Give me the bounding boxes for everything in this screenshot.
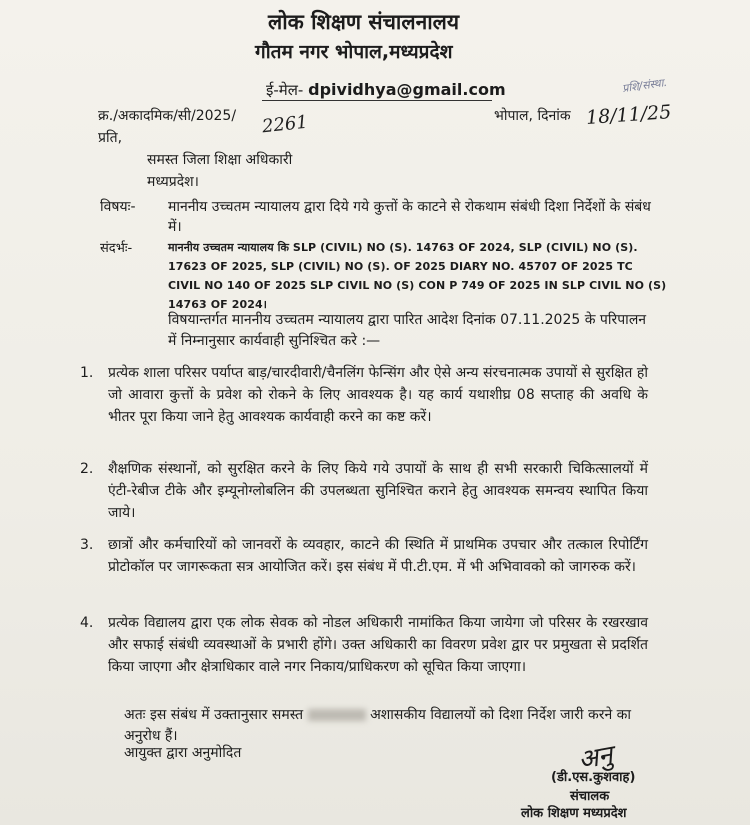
subject-text: माननीय उच्चतम न्यायालय द्वारा दिये गये कुत्तों के काटने से रोकथाम संबंधी दिशा निर्देशों के संबंध में।	[168, 199, 651, 235]
reference-number: क्र./अकादमिक/सी/2025/	[98, 108, 237, 124]
subject-label: विषयः-	[100, 199, 136, 215]
item-number: 2.	[80, 461, 94, 477]
item-number: 4.	[80, 615, 94, 631]
reference-label: संदर्भः-	[100, 241, 133, 256]
stamp-note: प्रशि/संस्था.	[621, 75, 668, 96]
signature: अनु	[576, 740, 615, 776]
closing-text-before: अतः इस संबंध में उक्तानुसार समस्त	[124, 707, 304, 723]
closing-paragraph	[124, 705, 644, 747]
reference-number-handwritten: 2261	[261, 111, 309, 138]
email-line	[266, 80, 506, 100]
place-date-label: भोपाल, दिनांक	[494, 108, 571, 124]
reference-text: माननीय उच्चतम न्यायालय कि SLP (CIVIL) NO (S). 14763 OF 2024, SLP (CIVIL) NO (S). 17623 OF 2025, SLP (CIVIL) NO (S). OF 2025 DIARY NO. 45707 OF 2025 TC CIVIL NO 140 OF 2025 SLP CIVIL NO (S) CON P 749 OF 2025 IN SLP CIVIL NO (S) 14763 OF 2024।	[168, 241, 667, 311]
item-text: प्रत्येक विद्यालय द्वारा एक लोक सेवक को नोडल अधिकारी नामांकित किया जायेगा जो परिसर के रखरखाव और सफाई संबंधी व्यवस्थाओं के प्रभारी होंगे। उक्त अधिकारी का विवरण प्रवेश द्वार पर प्रमुखता से प्रदर्शित किया जाएगा और क्षेत्राधिकार वाले नगर निकाय/प्राधिकरण को सूचित किया जाएगा।	[108, 615, 648, 675]
signatory-title: संचालक	[570, 789, 610, 804]
office-name: लोक शिक्षण संचालनालय	[268, 10, 460, 34]
closing-text-after: अशासकीय विद्यालयों को दिशा निर्देश जारी करने का अनुरोध हैं।	[124, 707, 632, 744]
email-label: ई-मेल-	[266, 81, 304, 99]
item-text: प्रत्येक शाला परिसर पर्याप्त बाड़/चारदीवारी/चैनलिंग फेन्सिंग और ऐसे अन्य संरचनात्मक उपायों से सुरक्षित हो जो आवारा कुत्तों के प्रवेश को रोकने के लिए आवश्यक है। यह कार्य यथाशीघ्र 08 सप्ताह की अवधि के भीतर पूरा किया जाने हेतु आवश्यक कार्यवाही करने का कष्ट करें।	[108, 365, 648, 425]
recipient-line-2: मध्यप्रदेश।	[147, 174, 199, 190]
date-handwritten: 18/11/25	[585, 101, 673, 129]
item-text: छात्रों और कर्मचारियों को जानवरों के व्यवहार, काटने की स्थिति में प्राथमिक उपचार और तत्काल रिपोर्टिंग प्रोटोकॉल पर जागरूकता सत्र आयोजित करें। इस संबंध में पी.टी.एम. में भी अभिवावको को जागरुक करें।	[108, 537, 648, 575]
signatory-name: (डी.एस.कुशवाह)	[551, 770, 636, 785]
office-address: गौतम नगर भोपाल,मध्यप्रदेश	[255, 41, 453, 63]
item-number: 1.	[80, 365, 94, 381]
intro-paragraph: विषयान्तर्गत माननीय उच्चतम न्यायालय द्वारा पारित आदेश दिनांक 07.11.2025 के परिपालन में निम्नानुसार कार्यवाही सुनिश्चित करे :—	[168, 312, 647, 349]
signatory-office: लोक शिक्षण मध्यप्रदेश	[521, 806, 627, 821]
prati-label: प्रति,	[98, 130, 123, 146]
redacted-text	[308, 709, 366, 721]
header-underline	[262, 100, 492, 101]
item-number: 3.	[80, 537, 94, 553]
recipient-line-1: समस्त जिला शिक्षा अधिकारी	[147, 152, 293, 168]
approval-note: आयुक्त द्वारा अनुमोदित	[124, 745, 242, 761]
item-text: शैक्षणिक संस्थानों, को सुरक्षित करने के लिए किये गये उपायों के साथ ही सभी सरकारी चिकित्सालयों में एंटी-रेबीज टीके और इम्यूनोग्लोबलिन की उपलब्धता सुनिश्चित कराने हेतु आवश्यक समन्वय स्थापित किया जाये।	[108, 461, 648, 521]
email-address: dpividhya@gmail.com	[308, 80, 506, 99]
